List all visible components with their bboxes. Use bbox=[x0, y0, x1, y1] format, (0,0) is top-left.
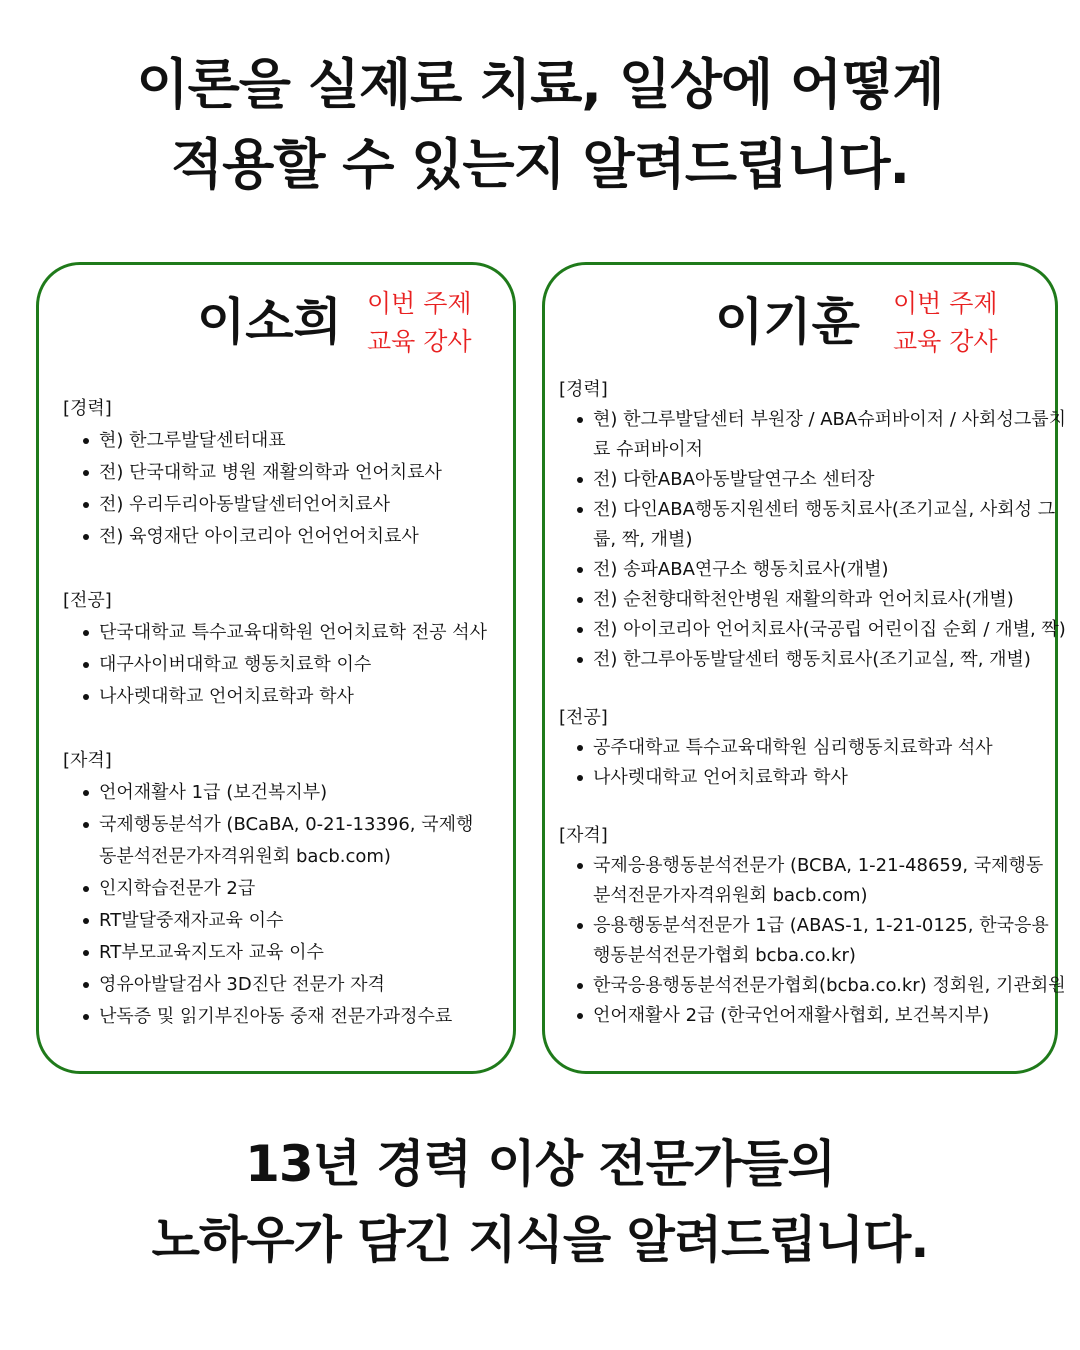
career-item bbox=[559, 465, 1049, 495]
major-item: 나사렛대학교 언어치료학과 학사 bbox=[559, 763, 1049, 793]
career-item bbox=[559, 645, 1049, 675]
certification-item-text-continued: 분석전문가자격위원회 bacb.com) bbox=[593, 885, 868, 906]
certification-section-title: [자격] bbox=[63, 750, 112, 771]
career-item-text: 전) 순천향대학천안병원 재활의학과 언어치료사(개별) bbox=[593, 589, 1014, 610]
instructor-card-lee-kihoon bbox=[542, 262, 1066, 1074]
certification-item-text: 언어재활사 1급 (보건복지부) bbox=[99, 782, 328, 803]
certification-section bbox=[63, 745, 503, 1033]
certification-section-title: [자격] bbox=[559, 825, 608, 846]
instructor-card-lee-sohee bbox=[36, 262, 516, 1074]
top-headline bbox=[0, 45, 1080, 205]
major-list bbox=[559, 733, 1049, 793]
career-item-text: 전) 아이코리아 언어치료사(국공립 어린이집 순회 / 개별, 짝) bbox=[593, 619, 1066, 640]
certification-item-text: 국제응용행동분석전문가 (BCBA, 1-21-48659, 국제행동 bbox=[593, 855, 1044, 876]
instructor-profile bbox=[559, 375, 1066, 1059]
career-item bbox=[559, 405, 1066, 465]
career-item bbox=[559, 555, 1049, 585]
certification-section bbox=[559, 821, 1066, 1031]
major-item: 대구사이버대학교 행동치료학 이수 bbox=[63, 649, 503, 681]
instructor-name: 이소희 bbox=[197, 293, 342, 351]
certification-list bbox=[63, 777, 503, 1033]
major-section bbox=[63, 585, 503, 713]
instructor-tag bbox=[367, 285, 472, 361]
career-section bbox=[559, 375, 1066, 675]
career-item-text: 현) 한그루발달센터 부원장 / ABA슈퍼바이저 / 사회성그룹치 bbox=[593, 409, 1066, 430]
career-item bbox=[559, 585, 1049, 615]
career-list bbox=[559, 405, 1066, 675]
major-item: 단국대학교 특수교육대학원 언어치료학 전공 석사 bbox=[63, 617, 503, 649]
certification-item-text: RT발달중재자교육 이수 bbox=[99, 910, 284, 931]
certification-item-text: 국제행동분석가 (BCaBA, 0-21-13396, 국제행 bbox=[99, 814, 474, 835]
certification-item bbox=[559, 911, 1049, 971]
certification-item-text: 한국응용행동분석전문가협회(bcba.co.kr) 정회원, 기관회원 bbox=[593, 975, 1066, 996]
instructor-tag-line-1: 이번 주제 bbox=[367, 289, 472, 318]
career-item-text: 전) 다한ABA아동발달연구소 센터장 bbox=[593, 469, 875, 490]
major-section bbox=[559, 703, 1049, 793]
certification-item-text: RT부모교육지도자 교육 이수 bbox=[99, 942, 324, 963]
certification-item bbox=[63, 809, 503, 873]
instructor-tag bbox=[893, 285, 998, 361]
certification-item bbox=[63, 969, 503, 1001]
career-item bbox=[559, 615, 1066, 645]
certification-item bbox=[559, 971, 1066, 1001]
career-section-title: [경력] bbox=[63, 398, 112, 419]
certification-item-text: 응용행동분석전문가 1급 (ABAS-1, 1-21-0125, 한국응용 bbox=[593, 915, 1049, 936]
certification-item-text: 영유아발달검사 3D진단 전문가 자격 bbox=[99, 974, 385, 995]
instructor-profile bbox=[63, 393, 503, 1065]
bottom-headline-line-1: 13년 경력 이상 전문가들의 bbox=[245, 1135, 835, 1193]
certification-item-text: 인지학습전문가 2급 bbox=[99, 878, 256, 899]
instructor-tag-line-2: 교육 강사 bbox=[893, 327, 998, 356]
certification-item-text-continued: 동분석전문가자격위원회 bacb.com) bbox=[99, 846, 391, 867]
major-section-title: [전공] bbox=[63, 590, 112, 611]
bottom-headline-line-2: 노하우가 담긴 지식을 알려드립니다. bbox=[151, 1211, 929, 1269]
career-item: 전) 우리두리아동발달센터언어치료사 bbox=[63, 489, 503, 521]
major-list bbox=[63, 617, 503, 713]
certification-item-text: 언어재활사 2급 (한국언어재활사협회, 보건복지부) bbox=[593, 1005, 990, 1026]
instructor-tag-line-1: 이번 주제 bbox=[893, 289, 998, 318]
career-list bbox=[63, 425, 503, 553]
certification-list bbox=[559, 851, 1066, 1031]
career-item: 현) 한그루발달센터대표 bbox=[63, 425, 503, 457]
certification-item bbox=[559, 851, 1049, 911]
career-item-text-continued: 료 슈퍼바이저 bbox=[593, 439, 704, 460]
certification-item bbox=[63, 937, 503, 969]
career-section bbox=[63, 393, 503, 553]
certification-item bbox=[63, 1001, 503, 1033]
career-item-text: 전) 다인ABA행동지원센터 행동치료사(조기교실, 사회성 그 bbox=[593, 499, 1056, 520]
major-item: 공주대학교 특수교육대학원 심리행동치료학과 석사 bbox=[559, 733, 1049, 763]
certification-item bbox=[63, 873, 503, 905]
career-item-text-continued: 룹, 짝, 개별) bbox=[593, 529, 693, 550]
career-item: 전) 단국대학교 병원 재활의학과 언어치료사 bbox=[63, 457, 503, 489]
top-headline-line-1: 이론을 실제로 치료, 일상에 어떻게 bbox=[136, 53, 944, 116]
major-section-title: [전공] bbox=[559, 707, 608, 728]
certification-item bbox=[63, 905, 503, 937]
certification-item bbox=[63, 777, 503, 809]
bottom-headline bbox=[0, 1126, 1080, 1278]
major-item: 나사렛대학교 언어치료학과 학사 bbox=[63, 681, 503, 713]
top-headline-line-2: 적용할 수 있는지 알려드립니다. bbox=[170, 133, 910, 196]
instructor-name: 이기훈 bbox=[715, 293, 860, 351]
certification-item-text: 난독증 및 읽기부진아동 중재 전문가과정수료 bbox=[99, 1006, 453, 1027]
certification-item-text-continued: 행동분석전문가협회 bcba.co.kr) bbox=[593, 945, 856, 966]
career-item-text: 전) 송파ABA연구소 행동치료사(개별) bbox=[593, 559, 889, 580]
instructor-tag-line-2: 교육 강사 bbox=[367, 327, 472, 356]
career-item-text: 전) 한그루아동발달센터 행동치료사(조기교실, 짝, 개별) bbox=[593, 649, 1031, 670]
certification-item bbox=[559, 1001, 1049, 1031]
career-item: 전) 육영재단 아이코리아 언어언어치료사 bbox=[63, 521, 503, 553]
career-section-title: [경력] bbox=[559, 379, 608, 400]
career-item bbox=[559, 495, 1056, 555]
